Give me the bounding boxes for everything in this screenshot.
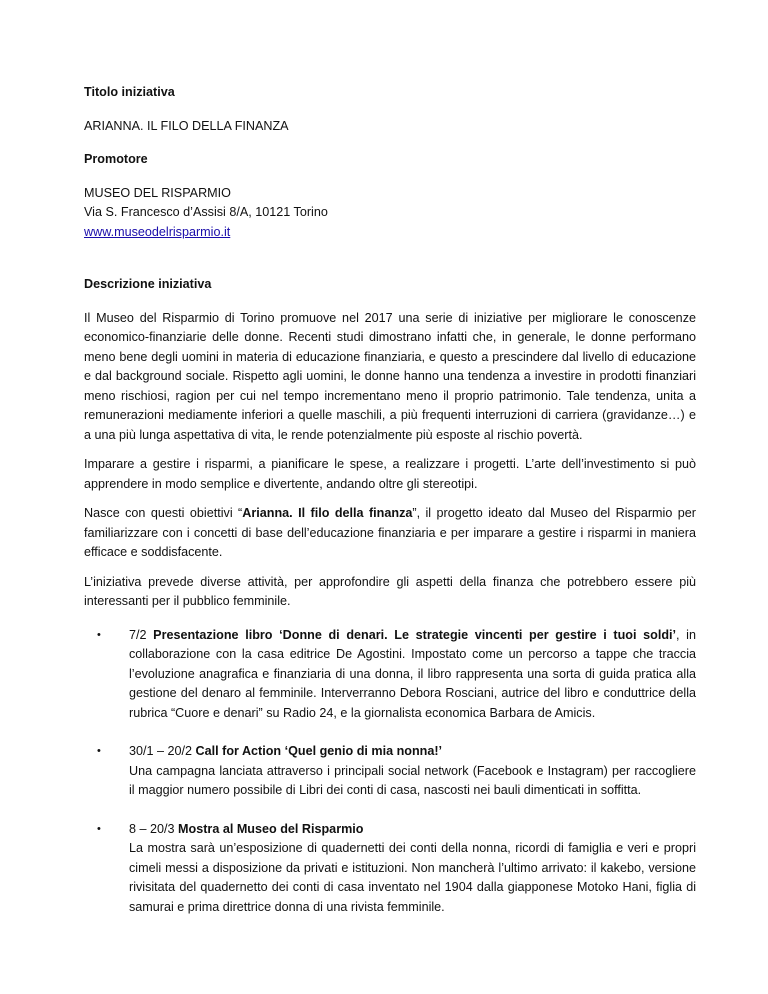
bullet-icon: • xyxy=(97,745,101,757)
event-date: 30/1 – 20/2 xyxy=(129,744,196,758)
promoter-label: Promotore xyxy=(84,152,148,166)
promoter-block xyxy=(84,184,696,243)
promoter-name: MUSEO DEL RISPARMIO xyxy=(84,185,231,200)
paragraph-3-intro: Nasce con questi obiettivi “ xyxy=(84,506,243,520)
paragraph-3-rest: ”, il progetto ideato dal Museo del Risparmio per familiarizzare con i concetti di base dell’educazione finanziaria e per imparare a gestire i risparmi in maniera efficace e soddisfacente. xyxy=(84,506,696,559)
event-title: Mostra al Museo del Risparmio xyxy=(178,821,364,836)
project-name: Arianna. Il filo della finanza xyxy=(242,506,413,520)
description-label: Descrizione iniziativa xyxy=(84,277,212,291)
event-item xyxy=(84,742,696,801)
description-paragraph-3 xyxy=(84,504,696,563)
bullet-icon: • xyxy=(97,822,101,835)
event-item xyxy=(84,626,696,724)
event-description: Una campagna lanciata attraverso i principali social network (Facebook e Instagram) per raccogliere il maggior numero possibile di Libri dei conti di casa, nascosti nei bauli dimenticati in soffitta. xyxy=(129,763,696,797)
initiative-title: ARIANNA. IL FILO DELLA FINANZA xyxy=(84,118,289,133)
event-date: 7/2 xyxy=(129,627,154,642)
event-title: Call for Action ‘Quel genio di mia nonna!’ xyxy=(195,744,443,758)
title-label: Titolo iniziativa xyxy=(84,85,175,99)
promoter-address: Via S. Francesco d’Assisi 8/A, 10121 Torino xyxy=(84,205,328,219)
description-paragraph-4: L’iniziativa prevede diverse attività, per approfondire gli aspetti della finanza che potrebbero essere più interessanti per il pubblico femminile. xyxy=(84,574,696,608)
event-description: , in collaborazione con la casa editrice De Agostini. Impostato come un percorso a tappe che traccia l’evoluzione anagrafica e finanziaria di una donna, il libro rappresenta una sorta di guida pratica alla gestione del denaro al femminile. Interverranno Debora Rosciani, autrice del libro e conduttrice della rubrica “Cuore e denari” su Radio 24, e la giornalista economica Barbara de Amicis. xyxy=(129,627,696,720)
description-paragraph-2: Imparare a gestire i risparmi, a pianificare le spese, a realizzare i progetti. L’arte dell’investimento si può apprendere in modo semplice e divertente, andando oltre gli stereotipi. xyxy=(84,457,696,491)
bullet-icon: • xyxy=(97,628,101,641)
event-date: 8 – 20/3 xyxy=(129,821,179,836)
event-title: Presentazione libro ‘Donne di denari. Le strategie vincenti per gestire i tuoi soldi’ xyxy=(153,627,677,642)
event-description: La mostra sarà un’esposizione di quadernetti dei conti della nonna, ricordi di famiglia e veri e propri cimeli messi a disposizione da privati e istituzioni. Non mancherà l’ultimo arrivato: il kakebo, versione rivisitata del quadernetto dei conti di casa inventato nel 1904 dalla giapponese Motoko Hani, figlia di samurai e prima direttrice donna di una rivista femminile. xyxy=(129,841,696,914)
promoter-website-link[interactable]: www.museodelrisparmio.it xyxy=(84,224,231,239)
events-list xyxy=(84,626,696,918)
description-paragraph-1: Il Museo del Risparmio di Torino promuove nel 2017 una serie di iniziative per migliorare le conoscenze economico-finanziarie delle donne. Recenti studi dimostrano infatti che, in generale, le donne performano meno bene degli uomini in materia di educazione finanziaria, e questo a prescindere dal livello di educazione e dal background sociale. Rispetto agli uomini, le donne hanno una tendenza a investire in prodotti finanziari meno rischiosi, ragion per cui nel tempo incrementano meno il proprio patrimonio. Tale tendenza, unita a remunerazioni mediamente inferiori a quelle maschili, a più frequenti interruzioni di carriera (gravidanze…) e a una più lunga aspettativa di vita, le rende potenzialmente più esposte al rischio povertà. xyxy=(84,310,696,442)
event-item xyxy=(84,820,696,918)
